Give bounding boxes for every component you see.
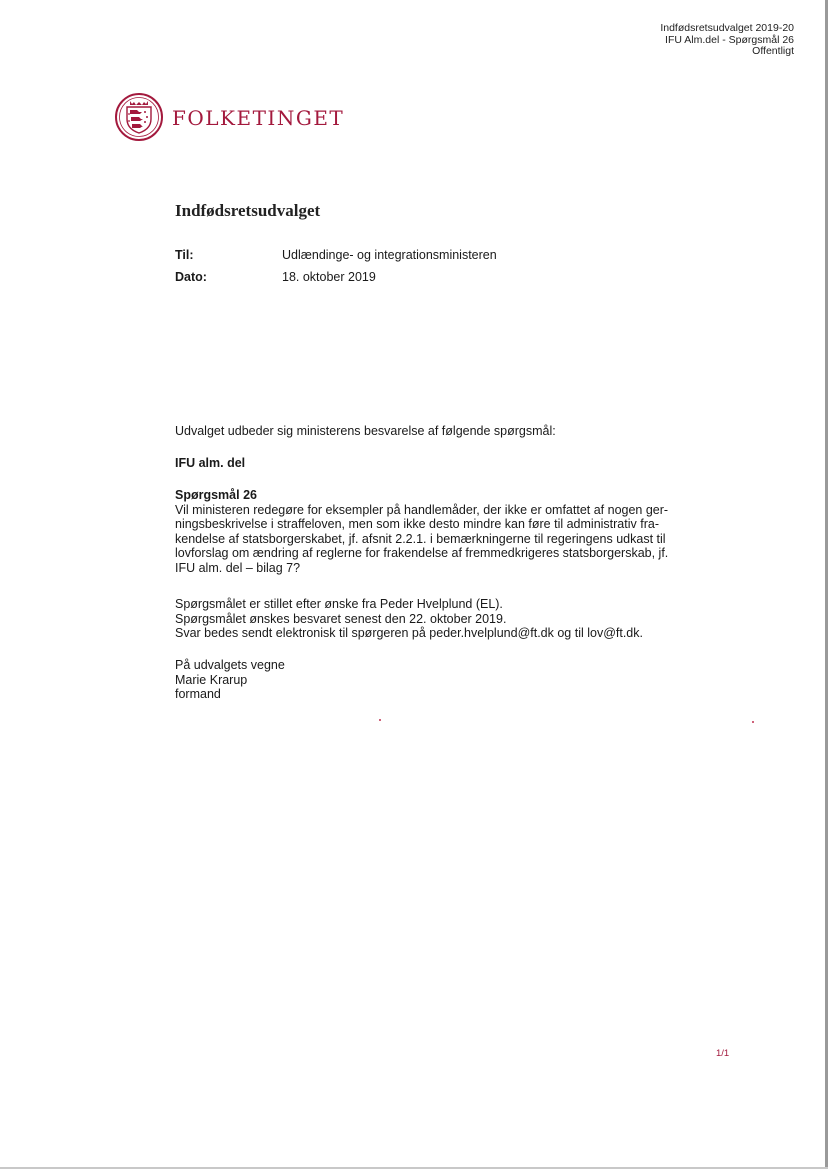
header-line-2: IFU Alm.del - Spørgsmål 26 <box>665 33 794 46</box>
signature-block <box>175 658 675 702</box>
page-number: 1/1 <box>716 1048 730 1059</box>
notes-block <box>175 597 675 641</box>
note-line: Svar bedes sendt elektronisk til spørgeren på peder.hvelplund@ft.dk og til lov@ft.dk. <box>175 626 643 640</box>
scan-speck <box>379 719 381 721</box>
committee-title: Indfødsretsudvalget <box>175 201 321 220</box>
recipient-label: Til: <box>175 248 194 262</box>
document-header <box>660 23 794 58</box>
date-value: 18. oktober 2019 <box>282 270 376 284</box>
header-line-3: Offentligt <box>752 45 794 57</box>
logo-text: FOLKETINGET <box>172 106 345 130</box>
coat-of-arms-icon <box>114 92 164 142</box>
folketinget-logo <box>114 92 344 142</box>
question-line: lovforslag om ændring af reglerne for frakendelse af fremmedkrigeres statsborgerskab, jf. <box>175 546 669 560</box>
question-line: Vil ministeren redegøre for eksempler på handlemåder, der ikke er omfattet af nogen ger- <box>175 502 669 517</box>
scan-speck <box>752 721 754 723</box>
question-block <box>175 488 675 575</box>
question-line: IFU alm. del – bilag 7? <box>175 560 301 575</box>
intro-text: Udvalget udbeder sig ministerens besvarelse af følgende spørgsmål: <box>175 424 556 438</box>
question-title: Spørgsmål 26 <box>175 488 257 502</box>
note-line: Spørgsmålet ønskes besvaret senest den 22. oktober 2019. <box>175 611 507 626</box>
signature-line: formand <box>175 687 221 701</box>
case-reference: IFU alm. del <box>175 456 246 470</box>
date-label: Dato: <box>175 270 207 284</box>
recipient-value: Udlændinge- og integrationsministeren <box>282 248 497 262</box>
signature-line: Marie Krarup <box>175 672 248 687</box>
header-line-1: Indfødsretsudvalget 2019-20 <box>660 22 794 34</box>
question-line: ningsbeskrivelse i straffeloven, men som ikke desto mindre kan føre til administrativ fra- <box>175 517 659 531</box>
signature-line: På udvalgets vegne <box>175 658 285 672</box>
note-line: Spørgsmålet er stillet efter ønske fra Peder Hvelplund (EL). <box>175 597 503 611</box>
question-line: kendelse af statsborgerskabet, jf. afsnit 2.2.1. i bemærkningerne til regeringens udkast til <box>175 531 666 546</box>
